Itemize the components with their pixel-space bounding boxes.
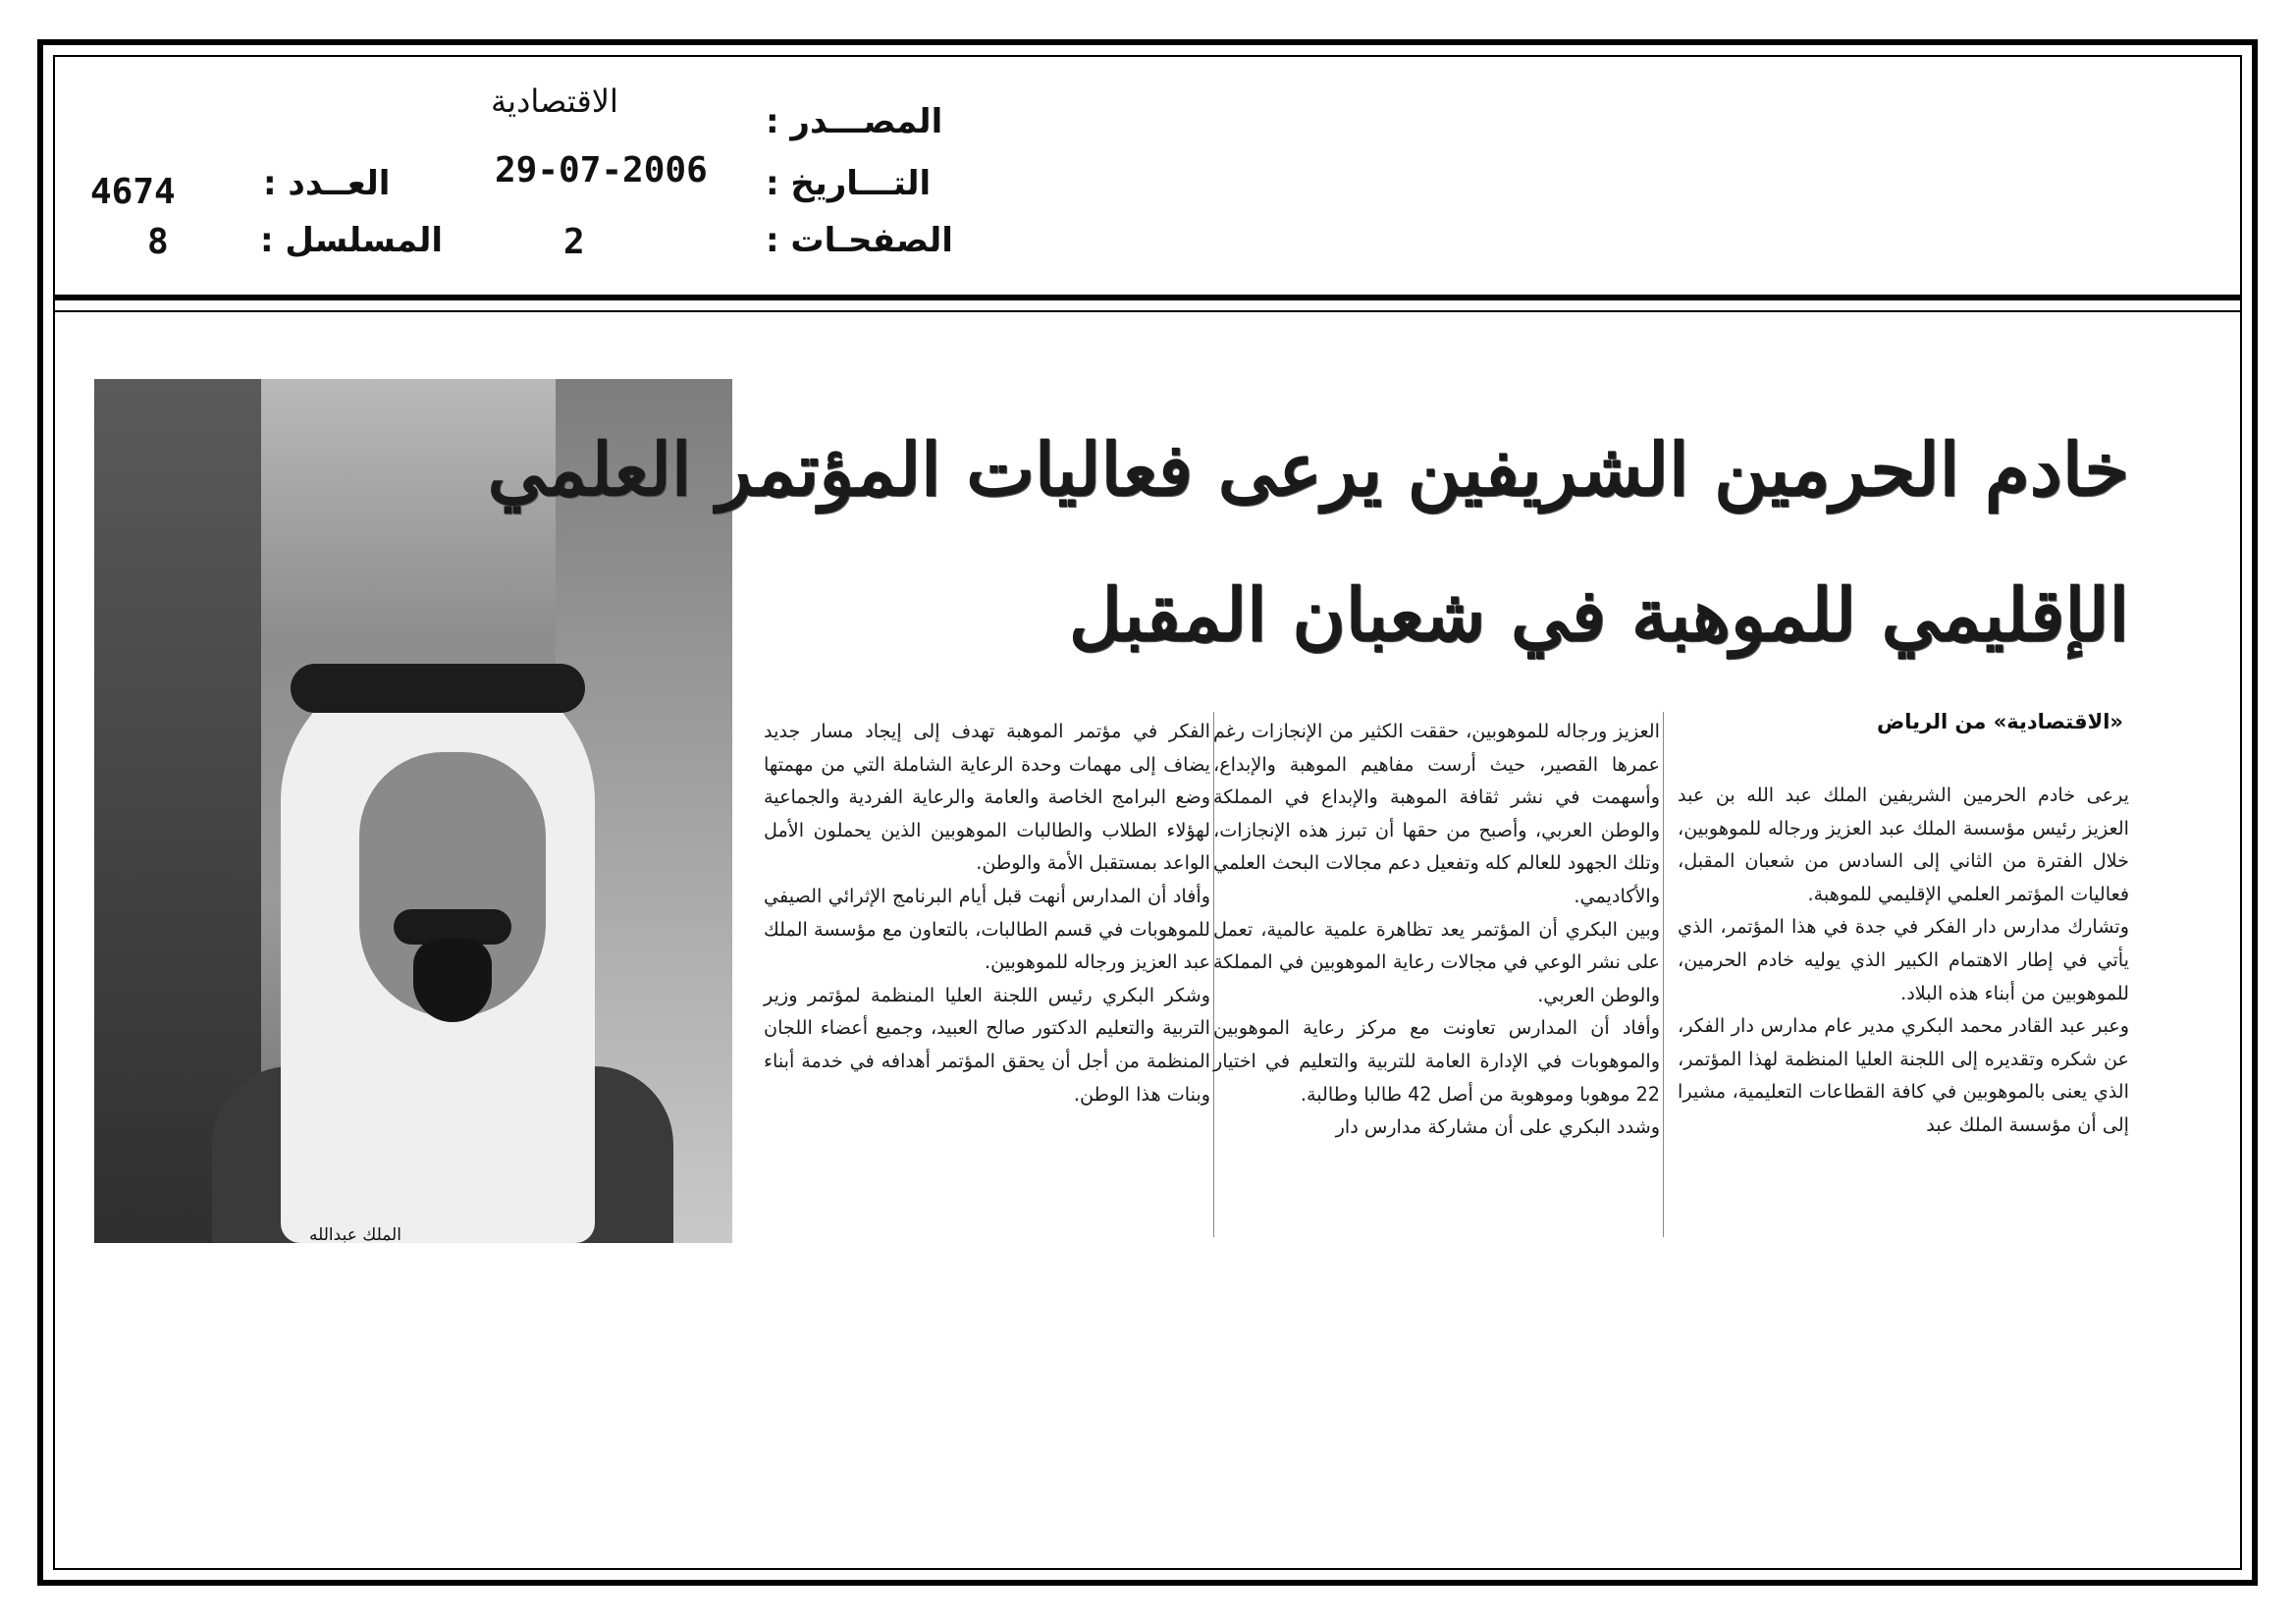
paragraph: وعبر عبد القادر محمد البكري مدير عام مدارس دار الفكر، عن شكره وتقديره إلى اللجنة العليا المنظمة لهذا المؤتمر، الذي يعنى بالموهوبين في كافة القطاعات التعليمية، مشيرا إلى أن مؤسسة الملك عبد <box>1678 1014 2129 1136</box>
header-divider-thin <box>53 310 2242 312</box>
paragraph: وأفاد أن المدارس تعاونت مع مركز رعاية الموهوبين والموهوبات في الإدارة العامة للتربية والتعليم في اختيار 22 موهوبا وموهوبة من أصل 42 طالبا وطالبة. <box>1213 1016 1660 1106</box>
source-value: الاقتصادية <box>491 82 618 120</box>
header-divider <box>53 295 2242 300</box>
article-column-3 <box>764 715 1210 1110</box>
paragraph: العزيز ورجاله للموهوبين، حققت الكثير من الإنجازات رغم عمرها القصير، حيث أرست مفاهيم الموهبة والإبداع، وأسهمت في نشر ثقافة الموهبة والإبداع في المملكة والوطن العربي، وأصبح من حقها أن تبرز هذه الإنجازات، وتلك الجهود للعالم كله وتفعيل دعم مجالات البحث العلمي والأكاديمي. <box>1213 720 1660 907</box>
paragraph: وبين البكري أن المؤتمر يعد تظاهرة علمية عالمية، تعمل على نشر الوعي في مجالات رعاية الموهوبين في المملكة والوطن العربي. <box>1213 917 1660 1006</box>
article-column-1 <box>1678 779 2129 1142</box>
article-column-2 <box>1213 715 1660 1144</box>
issue-value: 4674 <box>90 172 176 212</box>
headline-line-2: الإقليمي للموهبة في شعبان المقبل <box>1068 573 2129 658</box>
serial-value: 8 <box>147 222 169 262</box>
byline: «الاقتصادية» من الرياض <box>1877 710 2123 733</box>
paragraph: يرعى خادم الحرمين الشريفين الملك عبد الله بن عبد العزيز رئيس مؤسسة الملك عبد العزيز ورجاله للموهوبين، خلال الفترة من الثاني إلى السادس من شعبان المقبل، فعاليات المؤتمر العلمي الإقليمي للموهبة. <box>1678 784 2129 905</box>
issue-label: العــدد : <box>263 164 391 203</box>
paragraph: وأفاد أن المدارس أنهت قبل أيام البرنامج الإثرائي الصيفي للموهوبات في قسم الطالبات، بالتعاون مع مؤسسة الملك عبد العزيز ورجاله للموهوبين. <box>764 884 1210 974</box>
column-gutter <box>1663 712 1664 1237</box>
paragraph: وتشارك مدارس دار الفكر في جدة في هذا المؤتمر، الذي يأتي في إطار الاهتمام الكبير الذي يوليه خادم الحرمين، للموهوبين من أبناء هذه البلاد. <box>1678 915 2129 1004</box>
photo-beard <box>413 939 492 1022</box>
paragraph: وشدد البكري على أن مشاركة مدارس دار <box>1335 1115 1660 1139</box>
date-value: 29-07-2006 <box>495 150 708 190</box>
pages-value: 2 <box>563 222 585 262</box>
serial-label: المسلسل : <box>260 221 444 260</box>
photo-caption: الملك عبدالله <box>309 1225 401 1245</box>
paragraph: وشكر البكري رئيس اللجنة العليا المنظمة لمؤتمر وزير التربية والتعليم الدكتور صالح العبيد، وجميع أعضاء اللجان المنظمة من أجل أن يحقق المؤتمر أهدافه في خدمة أبناء وبنات هذا الوطن. <box>764 983 1210 1106</box>
photo-agal <box>291 664 585 713</box>
pages-label: الصفحـات : <box>766 221 953 260</box>
paragraph: الفكر في مؤتمر الموهبة تهدف إلى إيجاد مسار جديد يضاف إلى مهمات وحدة الرعاية الشاملة التي من مهمتها وضع البرامج الخاصة والعامة والرعاية الفردية والجماعية لهؤلاء الطلاب والطالبات الموهوبين الذين يحملون الأمل الواعد بمستقبل الأمة والوطن. <box>764 720 1210 875</box>
date-label: التـــاريخ : <box>766 164 932 203</box>
headline-line-1: خادم الحرمين الشريفين يرعى فعاليات المؤتمر العلمي <box>487 428 2129 513</box>
source-label: المصـــدر : <box>766 102 943 141</box>
